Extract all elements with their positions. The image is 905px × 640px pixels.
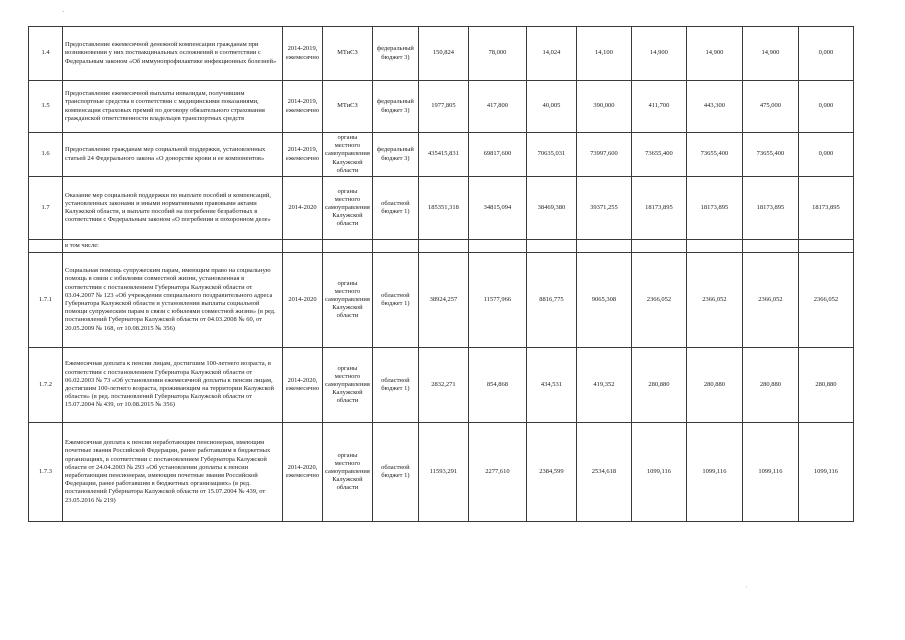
funding-source-cell: областной бюджет 1) bbox=[372, 423, 418, 522]
amount-cell: 854,868 bbox=[468, 348, 526, 423]
amount-cell: 2832,271 bbox=[418, 348, 468, 423]
amount-cell: 0,000 bbox=[798, 133, 853, 177]
row-number bbox=[29, 240, 63, 253]
amount-cell: 185351,318 bbox=[418, 177, 468, 240]
table-body bbox=[29, 27, 854, 522]
amount-cell: 2366,052 bbox=[686, 253, 742, 348]
funding-source-cell: федеральный бюджет 3) bbox=[372, 81, 418, 133]
scan-speck: · bbox=[62, 8, 65, 16]
amount-cell: 443,300 bbox=[686, 81, 742, 133]
period-cell: 2014-2020 bbox=[283, 253, 323, 348]
measure-description: Предоставление ежемесячной выплаты инвалидам, получившим транспортные средства в соответствии с медицинскими показаниями, компенсация страховых премий по договору обязательного страхования гражданской ответственности владельцев транспортных средств bbox=[63, 81, 283, 133]
amount-cell: 40,005 bbox=[526, 81, 576, 133]
measure-description: Предоставление ежемесячной денежной компенсации гражданам при возникновении у них поствакцинальных осложнений в соответствии с Федеральным законом «Об иммунопрофилактике инфекционных болезней» bbox=[63, 27, 283, 81]
row-number: 1.7.1 bbox=[29, 253, 63, 348]
amount-cell: 14,024 bbox=[526, 27, 576, 81]
amount-cell bbox=[631, 240, 686, 253]
amount-cell bbox=[468, 240, 526, 253]
amount-cell bbox=[418, 240, 468, 253]
table-row bbox=[29, 253, 854, 348]
row-number: 1.7 bbox=[29, 177, 63, 240]
amount-cell: 2534,618 bbox=[576, 423, 631, 522]
amount-cell: 280,880 bbox=[742, 348, 798, 423]
executor-cell: органы местного самоуправления Калужской области bbox=[323, 253, 373, 348]
amount-cell: 18173,895 bbox=[798, 177, 853, 240]
amount-cell: 8816,775 bbox=[526, 253, 576, 348]
executor-cell: МТиСЗ bbox=[323, 27, 373, 81]
amount-cell: 70635,031 bbox=[526, 133, 576, 177]
amount-cell: 73655,400 bbox=[686, 133, 742, 177]
amount-cell: 2366,052 bbox=[631, 253, 686, 348]
period-cell: 2014-2019, ежемесячно bbox=[283, 133, 323, 177]
amount-cell: 78,000 bbox=[468, 27, 526, 81]
amount-cell bbox=[576, 240, 631, 253]
amount-cell bbox=[798, 240, 853, 253]
funding-source-cell: федеральный бюджет 3) bbox=[372, 133, 418, 177]
row-number: 1.4 bbox=[29, 27, 63, 81]
amount-cell: 14,100 bbox=[576, 27, 631, 81]
amount-cell: 39371,255 bbox=[576, 177, 631, 240]
amount-cell: 18173,895 bbox=[742, 177, 798, 240]
program-measures-table bbox=[28, 26, 854, 522]
executor-cell: МТиСЗ bbox=[323, 81, 373, 133]
period-cell bbox=[283, 240, 323, 253]
amount-cell: 14,900 bbox=[742, 27, 798, 81]
amount-cell: 411,700 bbox=[631, 81, 686, 133]
amount-cell: 280,880 bbox=[798, 348, 853, 423]
measure-description: Ежемесячная доплата к пенсии неработающим пенсионерам, имеющим почетные звания Российской Федерации, ранее работавшим в бюджетных организациях, в соответствии с постановлением Губернатора Калужской области от 24.04.2003 № 293 «Об установлении доплаты к пенсии неработающим пенсионерам, имеющим почетные звания Российской Федерации, ранее работавшим в бюджетных организациях» (в ред. постановлений Губернатора Калужской области от 15.07.2004 № 439, от 23.05.2016 № 219) bbox=[63, 423, 283, 522]
amount-cell bbox=[526, 240, 576, 253]
measure-description: Ежемесячная доплата к пенсии лицам, достигшим 100-летнего возраста, в соответствии с постановлением Губернатора Калужской области от 06.02.2003 № 73 «Об установлении ежемесячной доплаты к пенсии лицам, достигшим 100-летнего возраста, проживающим на территории Калужской области» (в ред. постановлений Губернатора Калужской области от 15.07.2004 № 439, от 10.08.2015 № 356) bbox=[63, 348, 283, 423]
period-cell: 2014-2019, ежемесячно bbox=[283, 81, 323, 133]
amount-cell: 2384,599 bbox=[526, 423, 576, 522]
amount-cell: 1099,116 bbox=[798, 423, 853, 522]
row-number: 1.7.2 bbox=[29, 348, 63, 423]
row-number: 1.6 bbox=[29, 133, 63, 177]
funding-source-cell: областной бюджет 1) bbox=[372, 253, 418, 348]
amount-cell: 150,824 bbox=[418, 27, 468, 81]
amount-cell: 2366,052 bbox=[798, 253, 853, 348]
amount-cell: 280,880 bbox=[631, 348, 686, 423]
amount-cell: 2277,610 bbox=[468, 423, 526, 522]
table-row bbox=[29, 27, 854, 81]
amount-cell: 2366,052 bbox=[742, 253, 798, 348]
table-row bbox=[29, 133, 854, 177]
amount-cell bbox=[686, 240, 742, 253]
scan-speck: ˌ bbox=[745, 580, 748, 588]
funding-source-cell: областной бюджет 1) bbox=[372, 348, 418, 423]
amount-cell: 38924,257 bbox=[418, 253, 468, 348]
executor-cell: органы местного самоуправления Калужской области bbox=[323, 348, 373, 423]
executor-cell bbox=[323, 240, 373, 253]
amount-cell: 434,531 bbox=[526, 348, 576, 423]
amount-cell: 73655,400 bbox=[742, 133, 798, 177]
amount-cell: 0,000 bbox=[798, 27, 853, 81]
amount-cell: 69817,600 bbox=[468, 133, 526, 177]
row-number: 1.7.3 bbox=[29, 423, 63, 522]
executor-cell: органы местного самоуправления Калужской области bbox=[323, 423, 373, 522]
amount-cell: 0,000 bbox=[798, 81, 853, 133]
amount-cell: 73997,600 bbox=[576, 133, 631, 177]
table-row bbox=[29, 240, 854, 253]
amount-cell: 14,900 bbox=[631, 27, 686, 81]
amount-cell: 419,352 bbox=[576, 348, 631, 423]
table-row bbox=[29, 177, 854, 240]
amount-cell: 1977,805 bbox=[418, 81, 468, 133]
table-row bbox=[29, 423, 854, 522]
period-cell: 2014-2019, ежемесячно bbox=[283, 27, 323, 81]
row-number: 1.5 bbox=[29, 81, 63, 133]
amount-cell: 435415,831 bbox=[418, 133, 468, 177]
amount-cell: 34815,094 bbox=[468, 177, 526, 240]
measure-description: в том числе: bbox=[63, 240, 283, 253]
funding-source-cell: федеральный бюджет 3) bbox=[372, 27, 418, 81]
amount-cell: 11577,966 bbox=[468, 253, 526, 348]
executor-cell: органы местного самоуправления Калужской области bbox=[323, 133, 373, 177]
amount-cell: 14,900 bbox=[686, 27, 742, 81]
amount-cell: 73655,400 bbox=[631, 133, 686, 177]
measure-description: Предоставление гражданам мер социальной поддержки, установленных статьей 24 Федерального закона «О донорстве крови и ее компонентов» bbox=[63, 133, 283, 177]
period-cell: 2014-2020, ежемесячно bbox=[283, 423, 323, 522]
amount-cell: 475,000 bbox=[742, 81, 798, 133]
measure-description: Социальная помощь супружеским парам, имеющим право на социальную помощь в связи с юбилеями совместной жизни, установленная в соответствии с постановлением Губернатора Калужской области от 03.04.2007 № 123 «Об учреждении специального поздравительного адреса Губернатора Калужской области и установлении выплаты социальной помощи супружеским парам в связи с юбилеями совместной жизни» (в ред. постановлений Губернатора Калужской области от 04.03.2008 № 60, от 20.05.2009 № 168, от 10.08.2015 № 356) bbox=[63, 253, 283, 348]
funding-source-cell bbox=[372, 240, 418, 253]
amount-cell bbox=[742, 240, 798, 253]
amount-cell: 1099,116 bbox=[686, 423, 742, 522]
executor-cell: органы местного самоуправления Калужской области bbox=[323, 177, 373, 240]
amount-cell: 390,000 bbox=[576, 81, 631, 133]
period-cell: 2014-2020, ежемесячно bbox=[283, 348, 323, 423]
amount-cell: 1099,116 bbox=[742, 423, 798, 522]
amount-cell: 417,800 bbox=[468, 81, 526, 133]
amount-cell: 18173,895 bbox=[631, 177, 686, 240]
measure-description: Оказание мер социальной поддержки по выплате пособий и компенсаций, установленных законами и иными нормативными правовыми актами Калужской области, и выплате пособий на погребение безработных в соответствии с Федеральным законом «О погребении и похоронном деле» bbox=[63, 177, 283, 240]
amount-cell: 38469,380 bbox=[526, 177, 576, 240]
amount-cell: 18173,895 bbox=[686, 177, 742, 240]
table-row bbox=[29, 348, 854, 423]
amount-cell: 1099,116 bbox=[631, 423, 686, 522]
funding-source-cell: областной бюджет 1) bbox=[372, 177, 418, 240]
table-row bbox=[29, 81, 854, 133]
amount-cell: 9065,308 bbox=[576, 253, 631, 348]
amount-cell: 280,880 bbox=[686, 348, 742, 423]
amount-cell: 11593,291 bbox=[418, 423, 468, 522]
period-cell: 2014-2020 bbox=[283, 177, 323, 240]
